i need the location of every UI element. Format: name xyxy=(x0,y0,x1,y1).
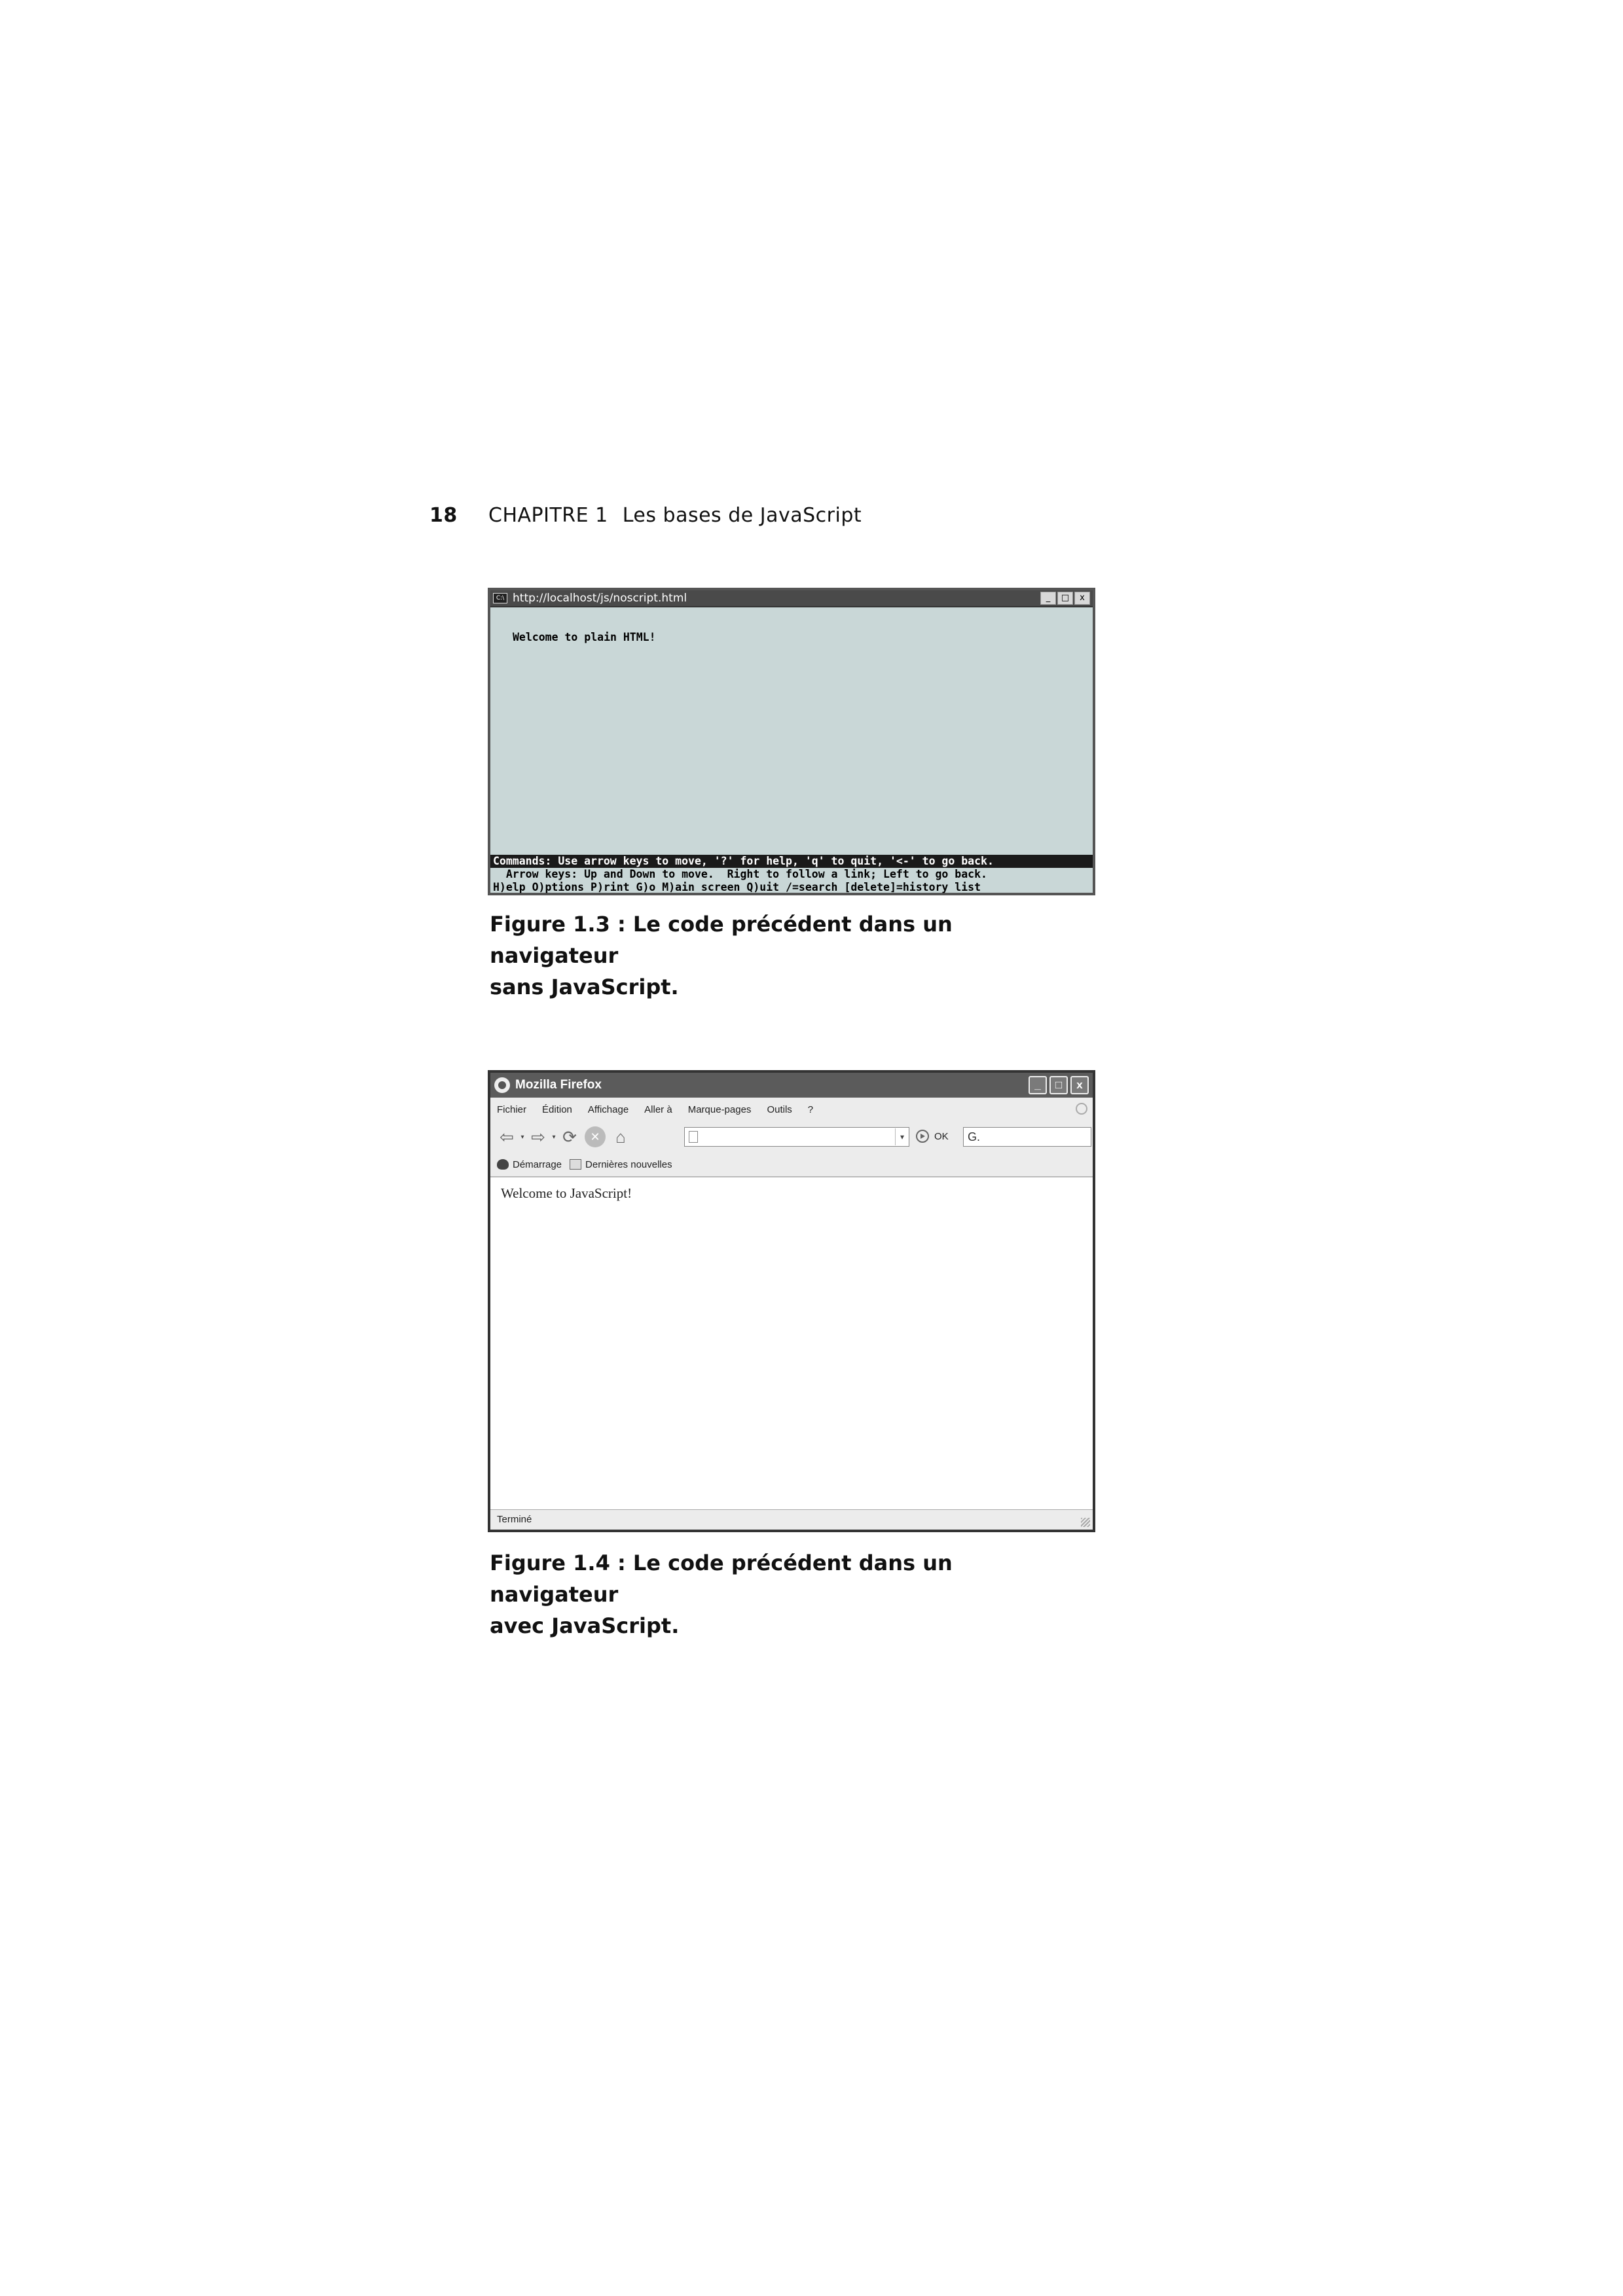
menu-edition[interactable]: Édition xyxy=(542,1103,572,1115)
start-icon xyxy=(497,1159,509,1170)
bookmark-label: Dernières nouvelles xyxy=(585,1158,672,1170)
chapter-title: Les bases de JavaScript xyxy=(622,504,862,527)
navigation-toolbar xyxy=(490,1121,1093,1153)
bookmark-demarrage[interactable] xyxy=(497,1159,562,1170)
menu-aide[interactable]: ? xyxy=(807,1103,814,1115)
rss-icon xyxy=(570,1159,581,1170)
arrow-keys-help-line: Arrow keys: Up and Down to move. Right to follow a link; Left to go back. xyxy=(493,868,987,880)
firefox-window-title: Mozilla Firefox xyxy=(515,1078,602,1092)
caption-line: avec JavaScript. xyxy=(490,1613,680,1638)
page-icon xyxy=(689,1131,698,1143)
back-dropdown-icon[interactable]: ▾ xyxy=(520,1133,524,1141)
maximize-button[interactable]: □ xyxy=(1049,1076,1068,1094)
forward-dropdown-icon[interactable]: ▾ xyxy=(552,1133,556,1141)
caption-line: Figure 1.3 : Le code précédent dans un navigateur xyxy=(490,912,953,968)
menu-bar xyxy=(490,1098,1093,1121)
minimize-button[interactable]: _ xyxy=(1040,592,1056,605)
search-input[interactable]: G. xyxy=(963,1127,1091,1147)
menu-aller[interactable]: Aller à xyxy=(644,1103,672,1115)
throbber-icon xyxy=(1076,1103,1087,1115)
firefox-logo-icon xyxy=(494,1077,510,1093)
caption-line: sans JavaScript. xyxy=(490,975,679,999)
go-label: OK xyxy=(934,1130,949,1142)
console-window-icon: C:\ xyxy=(493,593,507,603)
go-button[interactable] xyxy=(916,1130,949,1143)
console-titlebar xyxy=(490,590,1093,607)
go-icon xyxy=(916,1130,929,1143)
page-content-text: Welcome to JavaScript! xyxy=(501,1185,632,1201)
minimize-button[interactable]: _ xyxy=(1029,1076,1047,1094)
text-browser-window xyxy=(488,588,1095,895)
status-text: Terminé xyxy=(497,1514,532,1525)
reload-icon[interactable]: ⟳ xyxy=(562,1126,577,1147)
shortcut-help-line: H)elp O)ptions P)rint G)o M)ain screen Q)uit /=search [delete]=history list xyxy=(493,881,981,893)
caption-line: Figure 1.4 : Le code précédent dans un navigateur xyxy=(490,1551,953,1607)
back-arrow-icon[interactable]: ⇦ xyxy=(500,1126,514,1147)
bookmark-dernieres-nouvelles[interactable] xyxy=(570,1159,672,1170)
command-help-line: Commands: Use arrow keys to move, '?' for help, 'q' to quit, '<-' to go back. xyxy=(490,855,1093,868)
menu-outils[interactable]: Outils xyxy=(767,1103,792,1115)
bookmarks-toolbar xyxy=(490,1153,1093,1177)
chapter-label: CHAPITRE 1 xyxy=(488,504,608,527)
status-bar xyxy=(490,1509,1093,1530)
running-head xyxy=(429,504,862,527)
close-button[interactable]: x xyxy=(1074,592,1090,605)
menu-fichier[interactable]: Fichier xyxy=(497,1103,527,1115)
forward-arrow-icon[interactable]: ⇨ xyxy=(531,1126,545,1147)
address-bar[interactable] xyxy=(684,1127,909,1147)
resize-grip-icon[interactable] xyxy=(1081,1518,1090,1527)
maximize-button[interactable]: □ xyxy=(1057,592,1073,605)
page-content xyxy=(490,1177,1093,1510)
home-icon[interactable]: ⌂ xyxy=(615,1126,626,1147)
console-window-title: http://localhost/js/noscript.html xyxy=(513,592,687,605)
page-content-text: Welcome to plain HTML! xyxy=(513,631,656,643)
console-body xyxy=(490,607,1093,893)
menu-affichage[interactable]: Affichage xyxy=(587,1103,629,1115)
figure-1-3-caption xyxy=(490,908,1079,1003)
page-number: 18 xyxy=(429,504,458,527)
firefox-titlebar xyxy=(490,1073,1093,1098)
bookmark-label: Démarrage xyxy=(513,1158,562,1170)
figure-1-4-caption xyxy=(490,1547,1079,1641)
close-button[interactable]: x xyxy=(1070,1076,1089,1094)
stop-icon[interactable]: ✕ xyxy=(585,1126,606,1147)
menu-marque-pages[interactable]: Marque-pages xyxy=(687,1103,752,1115)
firefox-window xyxy=(488,1070,1095,1532)
chevron-down-icon[interactable]: ▾ xyxy=(895,1128,909,1145)
